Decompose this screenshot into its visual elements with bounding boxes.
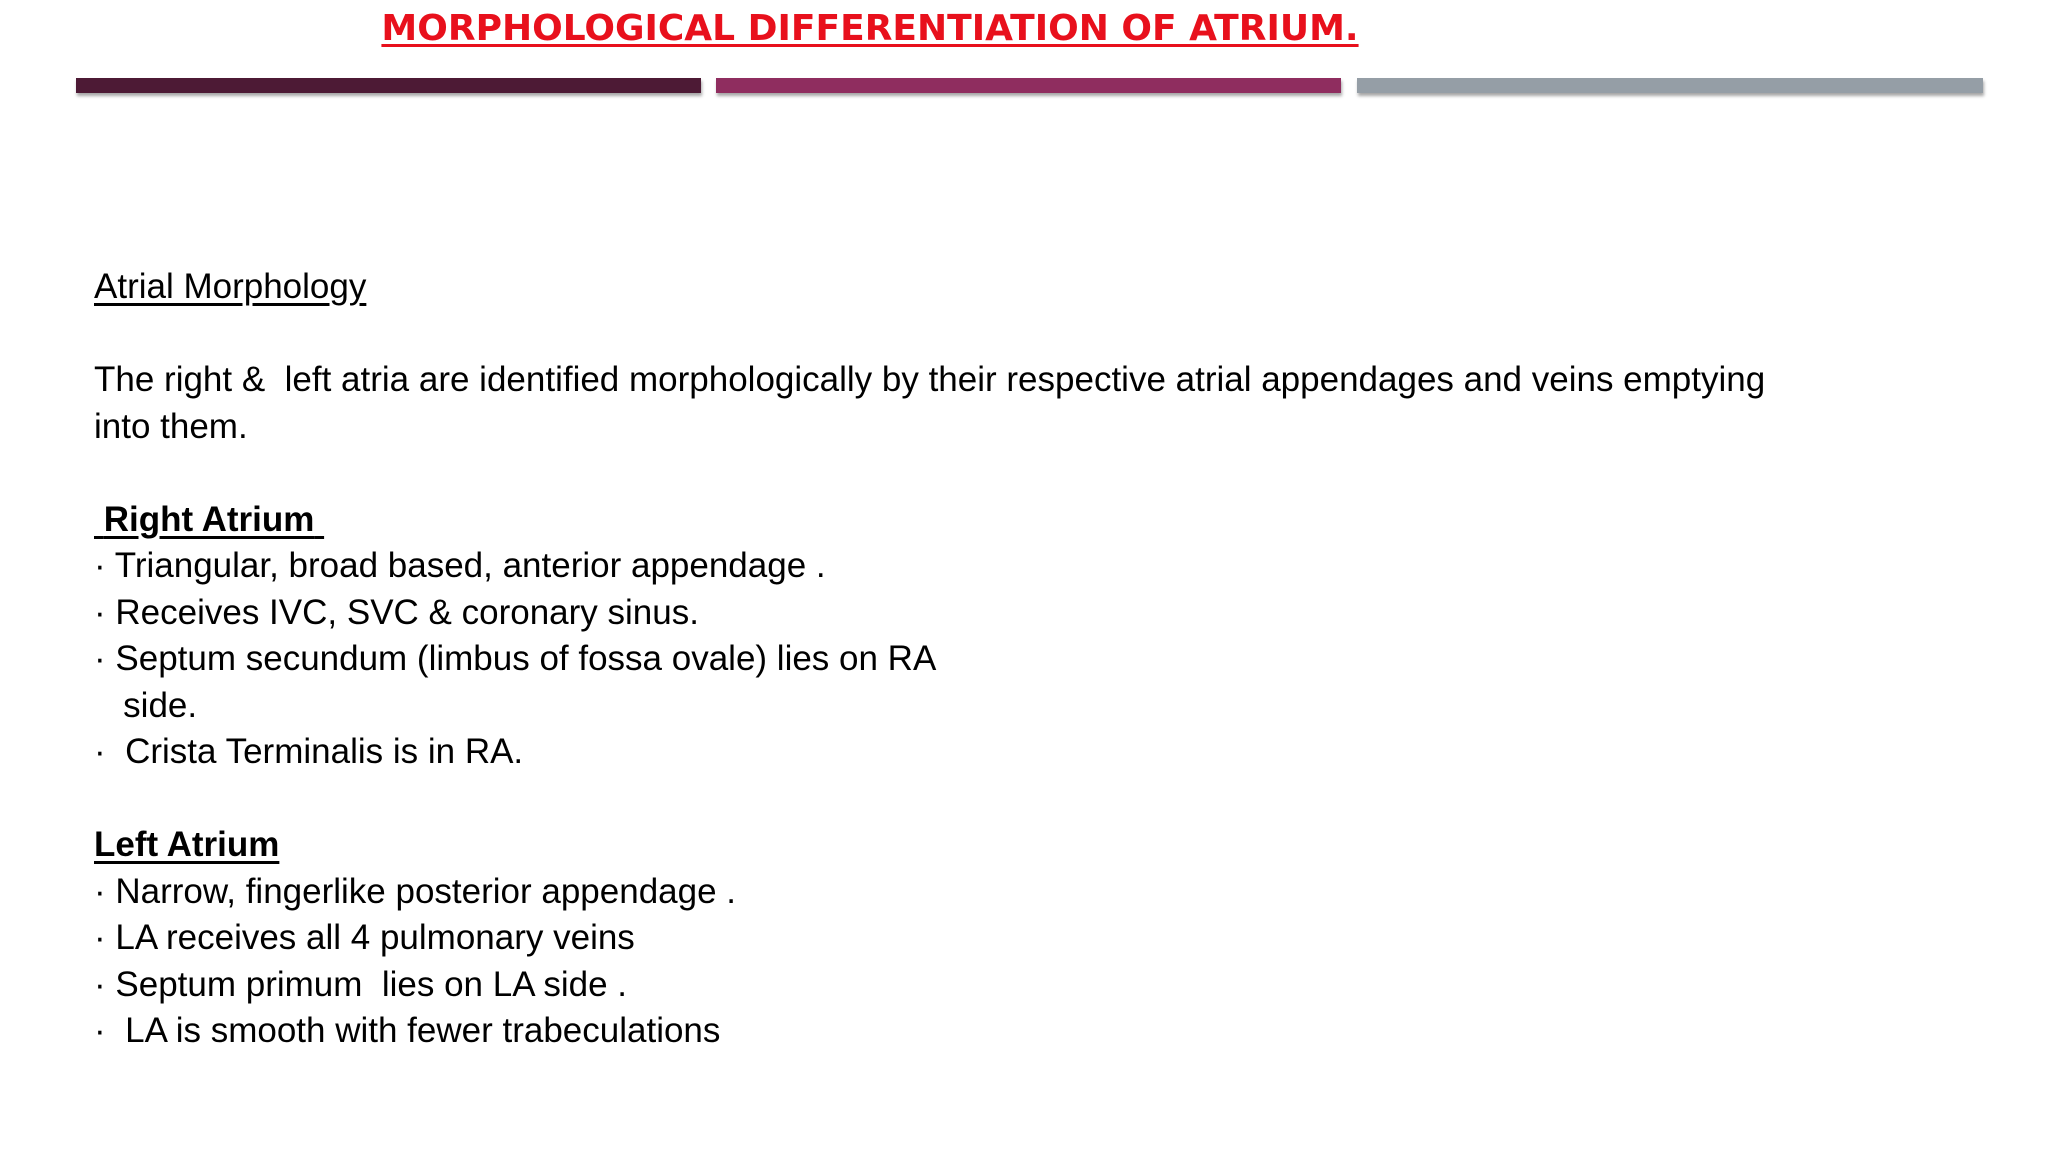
left-atrium-item: · Narrow, fingerlike posterior appendage . (94, 871, 737, 911)
left-atrium-item: · LA is smooth with fewer trabeculations (94, 1011, 721, 1050)
right-atrium-item: side. (94, 685, 198, 725)
left-atrium-heading: Left Atrium (94, 825, 280, 864)
intro-text-line-2: into them. (94, 406, 248, 446)
header-divider-bar-2 (716, 78, 1341, 93)
right-atrium-item: · Septum secundum (limbus of fossa ovale) lies on RA (94, 639, 937, 678)
spacer (94, 311, 1934, 358)
right-atrium-item: · Receives IVC, SVC & coronary sinus. (94, 592, 699, 632)
spacer (94, 450, 1934, 497)
slide-title: MORPHOLOGICAL DIFFERENTIATION OF ATRIUM. (381, 8, 1359, 49)
right-atrium-item: · Crista Terminalis is in RA. (94, 732, 524, 771)
header-divider-bar-3 (1357, 78, 1983, 93)
right-atrium-heading: Right Atrium (103, 499, 315, 539)
right-atrium-heading-line (94, 497, 1934, 544)
spacer (94, 776, 1934, 823)
slide-content (94, 264, 1934, 1055)
left-atrium-item: · Septum primum lies on LA side . (94, 964, 627, 1004)
left-atrium-item: · LA receives all 4 pulmonary veins (94, 918, 635, 957)
intro-heading: Atrial Morphology (94, 267, 367, 306)
intro-heading-line (94, 264, 1934, 311)
right-atrium-item: · Triangular, broad based, anterior appendage . (94, 546, 826, 585)
intro-text-line-1: The right & left atria are identified morphologically by their respective atrial appendages and veins emptying (94, 360, 1766, 399)
header-divider-bar-1 (76, 78, 701, 93)
left-atrium-heading-line (94, 822, 1934, 869)
